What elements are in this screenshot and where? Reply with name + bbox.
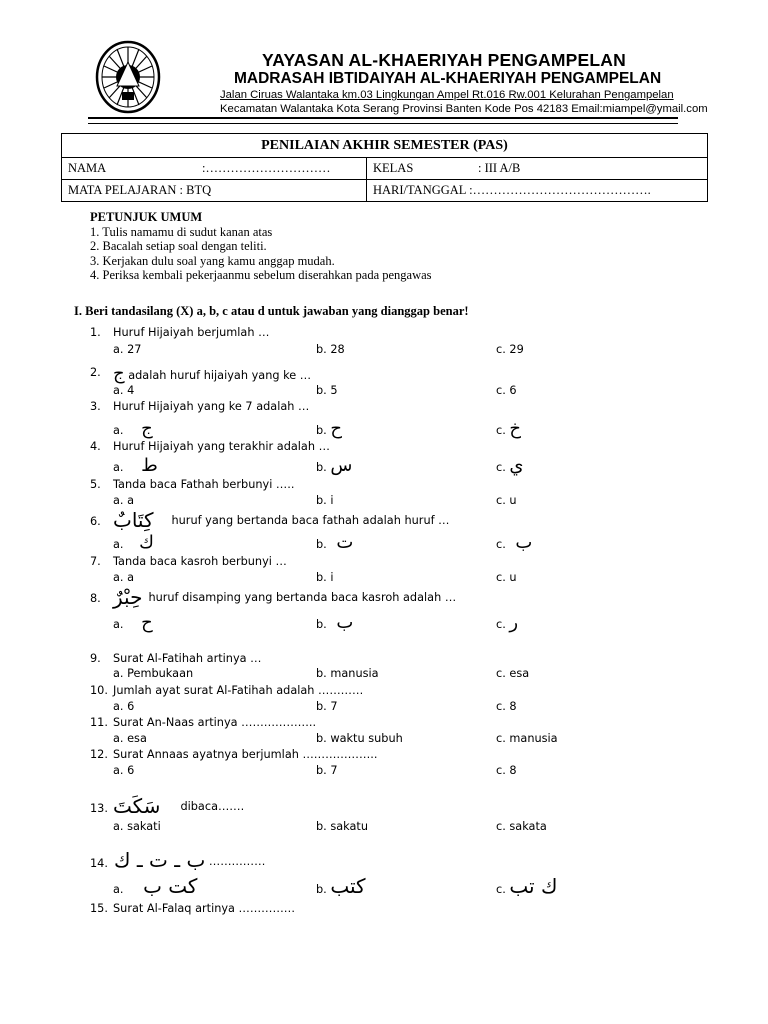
question-text: Huruf Hijaiyah berjumlah … xyxy=(113,326,270,339)
question-text: Surat An-Naas artinya ……………….. xyxy=(113,716,317,729)
option-c[interactable]: c. u xyxy=(496,494,517,507)
arabic-letter: ح xyxy=(330,418,342,439)
option-a[interactable]: a. 27 xyxy=(113,343,142,356)
arabic-letter: ي xyxy=(509,455,524,476)
question-text: adalah huruf hijaiyah yang ke … xyxy=(124,369,312,382)
option-a[interactable] xyxy=(113,612,153,633)
question-number: 2. xyxy=(90,366,101,379)
question-text: Surat Al-Falaq artinya …………… xyxy=(113,902,296,915)
question-number: 5. xyxy=(90,478,101,491)
question-number: 3. xyxy=(90,400,101,413)
question-number: 8. xyxy=(90,592,101,605)
option-label: a. xyxy=(113,883,124,896)
option-a[interactable]: a. sakati xyxy=(113,820,161,833)
option-label: c. xyxy=(496,424,506,437)
general-instructions xyxy=(90,210,432,283)
arabic-letters: ب ـ ت ـ ك xyxy=(114,848,206,872)
arabic-letter: س xyxy=(330,455,353,476)
question-number: 13. xyxy=(90,802,108,815)
option-a[interactable]: a. esa xyxy=(113,732,147,745)
question-text: Surat Annaas ayatnya berjumlah ……………….. xyxy=(113,748,378,761)
option-c[interactable]: c. sakata xyxy=(496,820,547,833)
question-text: Huruf Hijaiyah yang ke 7 adalah … xyxy=(113,400,310,413)
option-b[interactable]: b. waktu subuh xyxy=(316,732,403,745)
option-a[interactable]: a. Pembukaan xyxy=(113,667,194,680)
arabic-word: سَكَتَ xyxy=(113,794,161,818)
option-label: b. xyxy=(316,618,327,631)
arabic-letter: ح xyxy=(141,612,153,633)
option-c[interactable]: c. esa xyxy=(496,667,530,680)
option-b[interactable] xyxy=(316,612,353,633)
option-b[interactable]: b. 28 xyxy=(316,343,345,356)
arabic-letter: ك xyxy=(139,532,154,553)
option-b[interactable] xyxy=(316,874,366,898)
option-b[interactable]: b. 7 xyxy=(316,764,338,777)
school-logo-icon xyxy=(95,40,161,114)
question-number: 1. xyxy=(90,326,101,339)
option-a[interactable]: a. a xyxy=(113,494,135,507)
option-b[interactable]: b. sakatu xyxy=(316,820,369,833)
nama-cell xyxy=(62,158,367,180)
question-text: dibaca……. xyxy=(180,800,245,813)
instructions-heading: PETUNJUK UMUM xyxy=(90,210,203,224)
option-b[interactable]: b. 7 xyxy=(316,700,338,713)
foundation-name: YAYASAN AL-KHAERIYAH PENGAMPELAN xyxy=(262,50,626,70)
option-c[interactable]: c. 29 xyxy=(496,343,524,356)
arabic-letter: ب xyxy=(336,612,354,633)
arabic-word: كِتَابٌ xyxy=(113,508,154,532)
question-text: Tanda baca kasroh berbunyi … xyxy=(113,555,287,568)
option-b[interactable] xyxy=(316,418,342,439)
question-number: 10. xyxy=(90,684,108,697)
question-text-wrap xyxy=(113,794,244,818)
question-text: huruf yang bertanda baca fathah adalah huruf … xyxy=(171,514,450,527)
option-c[interactable]: c. manusia xyxy=(496,732,558,745)
option-label: b. xyxy=(316,538,327,551)
instruction-item: 1. Tulis namamu di sudut kanan atas xyxy=(90,224,273,239)
question-text: Jumlah ayat surat Al-Fatihah adalah ………… xyxy=(113,684,364,697)
question-text-wrap xyxy=(113,508,449,532)
option-c[interactable]: c. 6 xyxy=(496,384,517,397)
hari-value: ……………………………………. xyxy=(472,183,651,197)
school-name: MADRASAH IBTIDAIYAH AL-KHAERIYAH PENGAMPELAN xyxy=(234,70,662,87)
school-address-line2: Kecamatan Walantaka Kota Serang Provinsi Banten Kode Pos 42183 Email:miampel@ymail.com xyxy=(220,103,708,115)
option-c[interactable] xyxy=(496,532,532,553)
option-b[interactable]: b. manusia xyxy=(316,667,379,680)
nama-value: :………………………… xyxy=(202,161,331,175)
question-text: Tanda baca Fathah berbunyi ….. xyxy=(113,478,295,491)
arabic-letter: خ xyxy=(509,418,522,439)
arabic-word: ك تب xyxy=(509,874,558,898)
hari-label: HARI/TANGGAL : xyxy=(373,183,473,197)
question-text: …………… xyxy=(208,855,266,868)
question-text-wrap xyxy=(113,585,456,609)
option-b[interactable]: b. i xyxy=(316,494,334,507)
mapel-value: : BTQ xyxy=(179,183,212,197)
exam-header-table xyxy=(61,133,708,202)
option-b[interactable]: b. 5 xyxy=(316,384,338,397)
question-text: Surat Al-Fatihah artinya … xyxy=(113,652,262,665)
instruction-item: 2. Bacalah setiap soal dengan teliti. xyxy=(90,239,267,253)
instruction-item: 4. Periksa kembali pekerjaanmu sebelum diserahkan pada pengawas xyxy=(90,268,432,282)
option-c[interactable] xyxy=(496,612,518,633)
option-a[interactable] xyxy=(113,418,153,439)
option-label: c. xyxy=(496,883,506,896)
question-number: 11. xyxy=(90,716,108,729)
question-number: 14. xyxy=(90,857,108,870)
option-label: b. xyxy=(316,424,327,437)
question-text: Huruf Hijaiyah yang terakhir adalah … xyxy=(113,440,330,453)
option-a[interactable] xyxy=(113,532,154,553)
nama-label: NAMA xyxy=(68,161,107,175)
option-label: c. xyxy=(496,618,506,631)
arabic-letter: ج xyxy=(141,418,153,439)
question-number: 12. xyxy=(90,748,108,761)
question-number: 9. xyxy=(90,652,101,665)
arabic-word: حِبْرٌ xyxy=(113,585,143,609)
question-text: huruf disamping yang bertanda baca kasroh adalah … xyxy=(148,591,457,604)
question-number: 7. xyxy=(90,555,101,568)
letterhead-thick-rule xyxy=(88,117,678,119)
option-c[interactable]: c. 8 xyxy=(496,700,517,713)
option-label: c. xyxy=(496,538,506,551)
section-title: I. Beri tandasilang (X) a, b, c atau d untuk jawaban yang dianggap benar! xyxy=(74,304,469,318)
arabic-word: كت ب xyxy=(143,874,198,898)
option-c[interactable]: c. 8 xyxy=(496,764,517,777)
question-number: 4. xyxy=(90,440,101,453)
exam-title: PENILAIAN AKHIR SEMESTER (PAS) xyxy=(62,134,708,158)
option-label: c. xyxy=(496,461,506,474)
option-b[interactable] xyxy=(316,455,352,476)
arabic-letter: ت xyxy=(336,532,354,553)
arabic-letter: ر xyxy=(509,612,519,633)
kelas-label: KELAS xyxy=(373,161,414,175)
kelas-cell xyxy=(367,158,708,180)
option-c[interactable]: c. u xyxy=(496,571,517,584)
option-label: a. xyxy=(113,424,124,437)
option-c[interactable] xyxy=(496,418,521,439)
option-a[interactable]: a. a xyxy=(113,571,135,584)
option-label: b. xyxy=(316,883,327,896)
option-a[interactable]: a. 4 xyxy=(113,384,135,397)
arabic-letter: ب xyxy=(515,532,533,553)
arabic-letter: ج xyxy=(113,363,125,384)
option-label: b. xyxy=(316,461,327,474)
mapel-cell xyxy=(62,180,367,202)
mapel-label: MATA PELAJARAN xyxy=(68,183,177,197)
hari-cell xyxy=(367,180,708,202)
option-a[interactable] xyxy=(113,455,158,476)
school-address-line1: Jalan Ciruas Walantaka km.03 Lingkungan Ampel Rt.016 Rw.001 Kelurahan Pengampelan xyxy=(220,89,674,101)
question-text-wrap xyxy=(113,363,311,384)
option-label: a. xyxy=(113,461,124,474)
option-label: a. xyxy=(113,538,124,551)
question-number: 15. xyxy=(90,902,108,915)
letterhead-thin-rule xyxy=(88,123,678,124)
instruction-item: 3. Kerjakan dulu soal yang kamu anggap mudah. xyxy=(90,253,335,268)
option-a[interactable]: a. 6 xyxy=(113,700,135,713)
option-c[interactable] xyxy=(496,455,524,476)
arabic-letter: ط xyxy=(141,455,158,476)
question-number: 6. xyxy=(90,515,101,528)
option-a[interactable] xyxy=(113,874,197,898)
option-b[interactable]: b. i xyxy=(316,571,334,584)
kelas-value: : III A/B xyxy=(478,161,521,175)
option-label: a. xyxy=(113,618,124,631)
option-b[interactable] xyxy=(316,532,353,553)
arabic-word: كتب xyxy=(330,874,366,898)
option-c[interactable] xyxy=(496,874,557,898)
question-text-wrap xyxy=(114,848,265,872)
option-a[interactable]: a. 6 xyxy=(113,764,135,777)
